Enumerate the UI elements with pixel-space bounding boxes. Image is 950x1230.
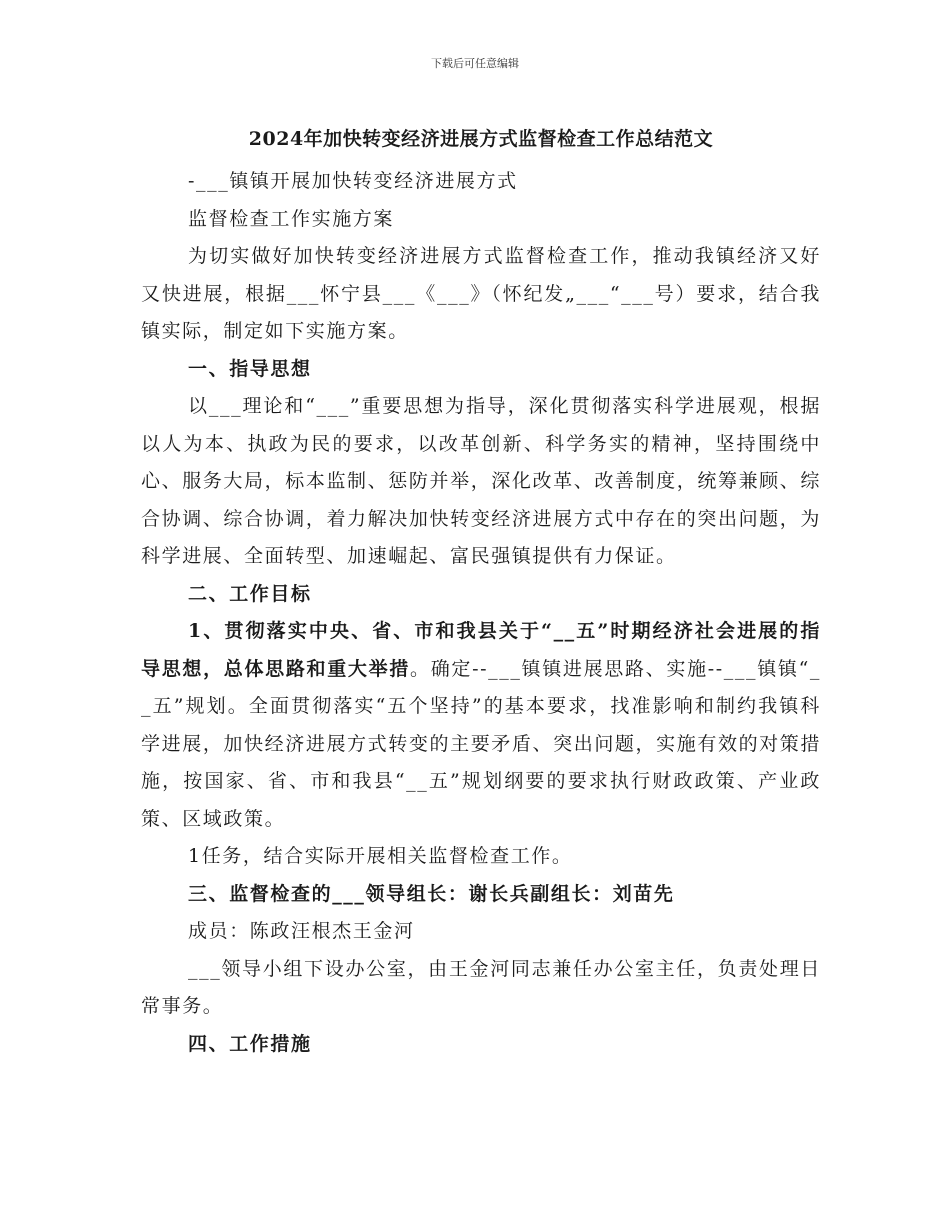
section-heading-work-measures: 四、工作措施 [188, 1032, 312, 1055]
goal-1-text: 。确定--___镇镇进展思路、实施--___镇镇“__五”规划。全面贯彻落实“五个坚持”的基本要求，找准影响和制约我镇科学进展，加快经济进展方式转变的主要矛盾、突出问题，实施有效的对策措施，按国家、省、市和我县“__五”规划纲要的要求执行财政政策、产业政策、区域政策。 [141, 657, 821, 830]
paragraph-subtitle-2: 监督检查工作实施方案 [188, 207, 395, 230]
paragraph-intro: 为切实做好加快转变经济进展方式监督检查工作，推动我镇经济又好又快进展，根据___怀宁县___《___》（怀纪发„___“___号）要求，结合我镇实际，制定如下实施方案。 [141, 245, 821, 342]
paragraph-office: ___领导小组下设办公室，由王金河同志兼任办公室主任，负责处理日常事务。 [141, 957, 821, 1017]
paragraph-members: 成员：陈政汪根杰王金河 [188, 920, 415, 942]
paragraph-guiding-ideology: 以___理论和“___”重要思想为指导，深化贯彻落实科学进展观，根据以人为本、执政为民的要求，以改革创新、科学务实的精神，坚持围绕中心、服务大局，标本监制、惩防并举，深化改革、改善制度，统筹兼顾、综合协调、综合协调，着力解决加快转变经济进展方式中存在的突出问题，为科学进展、全面转型、加速崛起、富民强镇提供有力保证。 [141, 395, 821, 567]
document-body [141, 120, 821, 1063]
goal-1-bold-text: 1、贯彻落实中央、省、市和我县关于“__五”时期经济社会进展的指导思想，总体思路和重大举措 [141, 620, 821, 680]
page-header-note: 下载后可任意编辑 [431, 57, 519, 70]
paragraph-subtitle-1: -___镇镇开展加快转变经济进展方式 [188, 170, 518, 192]
document-title: 2024年加快转变经济进展方式监督检查工作总结范文 [248, 128, 714, 150]
section-heading-guiding-ideology: 一、指导思想 [188, 357, 312, 380]
paragraph-goal-1 [141, 613, 821, 838]
paragraph-task: 1任务，结合实际开展相关监督检查工作。 [188, 845, 573, 867]
section-heading-work-goals: 二、工作目标 [188, 582, 312, 605]
section-heading-leadership: 三、监督检查的___领导组长：谢长兵副组长：刘苗先 [188, 882, 675, 905]
